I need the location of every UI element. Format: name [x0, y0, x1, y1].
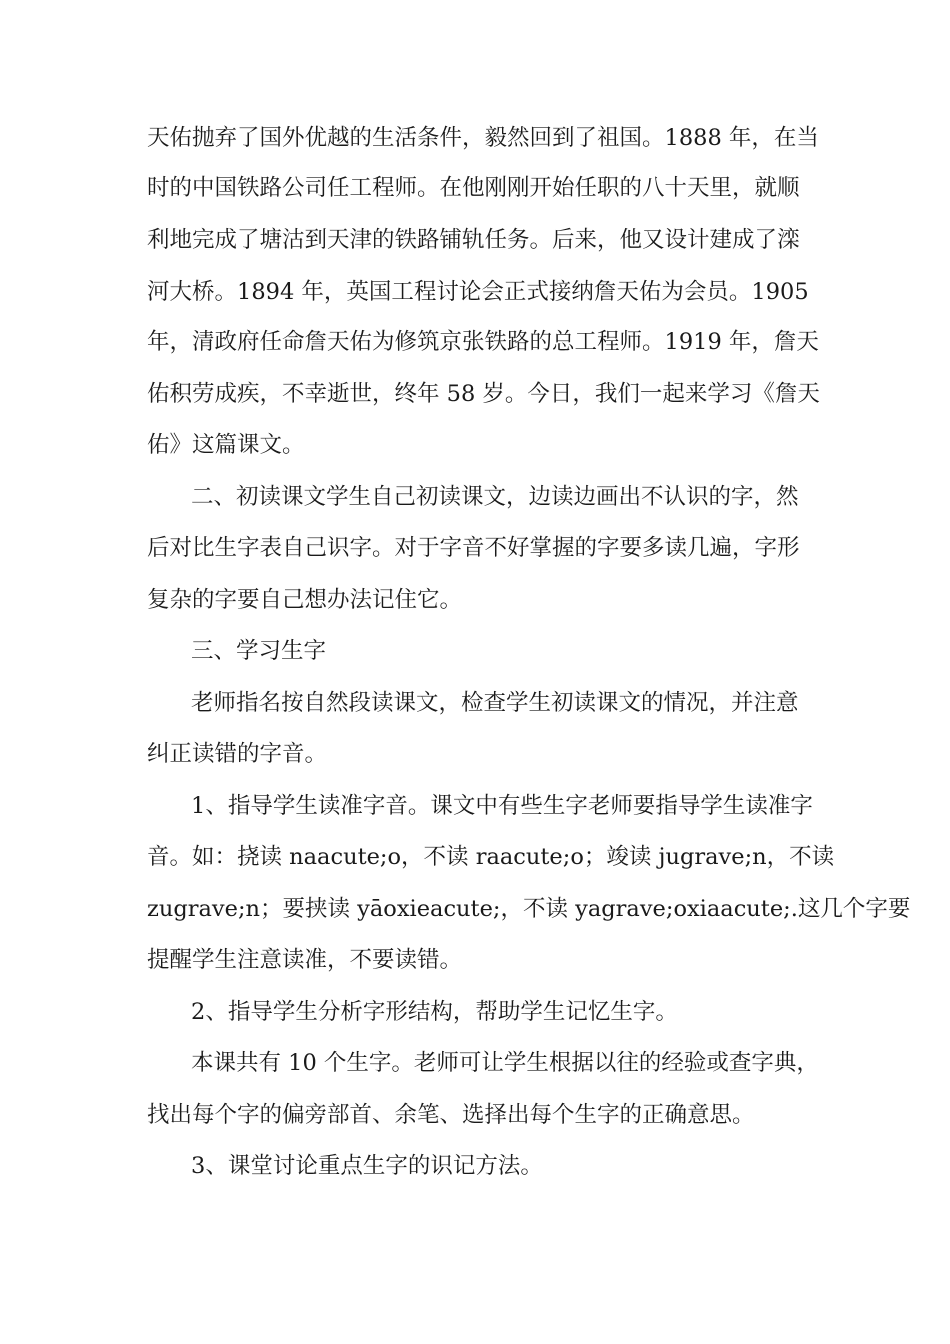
text-line: 时的中国铁路公司任工程师。在他刚刚开始任职的八十天里，就顺	[147, 175, 800, 201]
section-heading: 三、学习生字	[191, 638, 327, 664]
text-line: zugrave;n；要挟读 yāoxieacute;，不读 yagrave;oxiaacute;.这几个字要	[147, 896, 911, 922]
text-line: 纠正读错的字音。	[147, 741, 328, 767]
text-line: 佑积劳成疾，不幸逝世，终年 58 岁。今日，我们一起来学习《詹天	[147, 381, 820, 407]
text-line: 天佑抛弃了国外优越的生活条件，毅然回到了祖国。1888 年，在当	[147, 125, 819, 151]
text-line: 年，清政府任命詹天佑为修筑京张铁路的总工程师。1919 年，詹天	[147, 329, 819, 355]
paragraph-first-line: 本课共有 10 个生字。老师可让学生根据以往的经验或查字典，	[191, 1050, 819, 1076]
text-line: 佑》这篇课文。	[147, 432, 305, 458]
paragraph-first-line: 1、指导学生读准字音。课文中有些生字老师要指导学生读准字	[191, 793, 813, 819]
text-line: 后对比生字表自己识字。对于字音不好掌握的字要多读几遍，字形	[147, 535, 800, 561]
text-line: 提醒学生注意读准，不要读错。	[147, 947, 463, 973]
paragraph-first-line: 3、课堂讨论重点生字的识记方法。	[191, 1153, 543, 1179]
paragraph-first-line: 老师指名按自然段读课文，检查学生初读课文的情况，并注意	[191, 690, 799, 716]
paragraph-first-line: 二、初读课文学生自己初读课文，边读边画出不认识的字，然	[191, 484, 799, 510]
text-line: 复杂的字要自己想办法记住它。	[147, 587, 463, 613]
paragraph-first-line: 2、指导学生分析字形结构，帮助学生记忆生字。	[191, 999, 678, 1025]
text-line: 音。如：挠读 naacute;o，不读 raacute;o；竣读 jugrave;n，不读	[147, 844, 835, 870]
text-line: 找出每个字的偏旁部首、余笔、选择出每个生字的正确意思。	[147, 1102, 755, 1128]
text-line: 河大桥。1894 年，英国工程讨论会正式接纳詹天佑为会员。1905	[147, 279, 809, 305]
text-line: 利地完成了塘沽到天津的铁路铺轨任务。后来，他又设计建成了滦	[147, 227, 800, 253]
